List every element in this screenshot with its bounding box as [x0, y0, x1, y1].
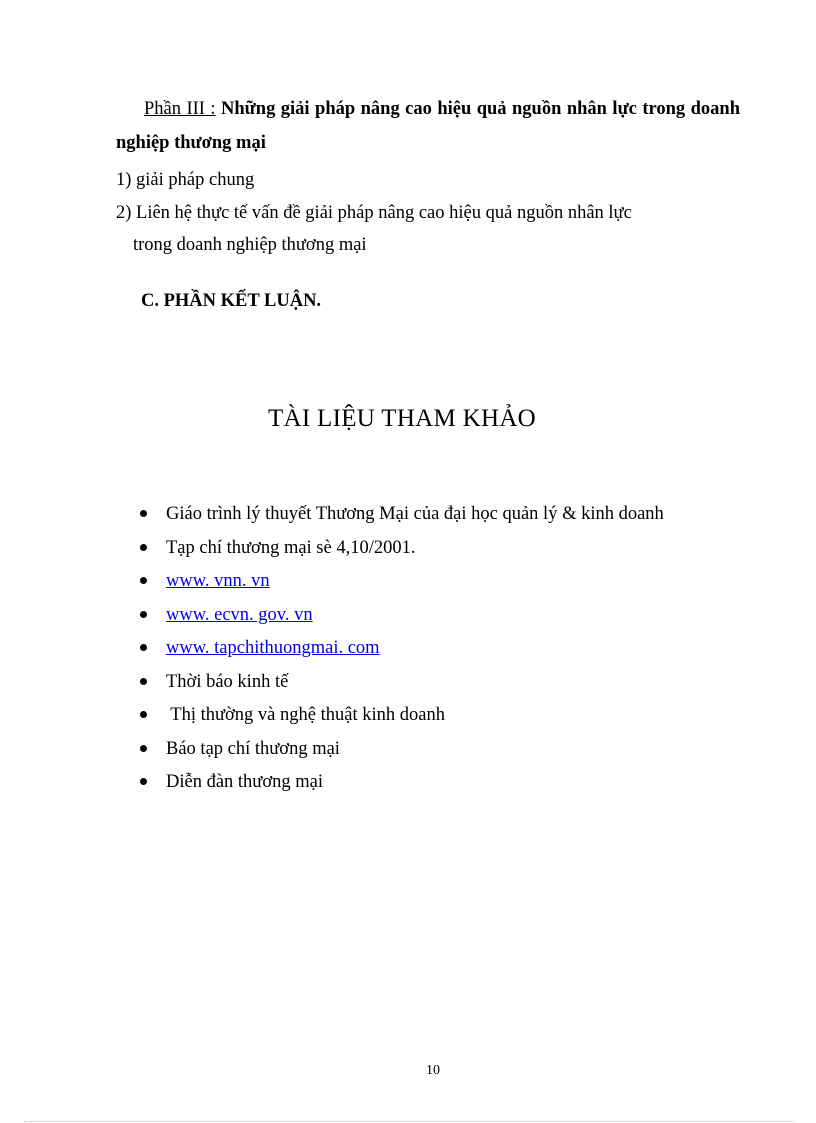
reference-link-vnn[interactable]: www. vnn. vn — [166, 571, 270, 591]
bullet-icon — [140, 711, 147, 718]
part-three-title: Những giải pháp nâng cao hiệu quả nguồn nhân lực trong doanh nghiệp thương mại — [116, 99, 740, 153]
bullet-icon — [140, 577, 147, 584]
reference-text: Tạp chí thương mại sè 4,10/2001. — [166, 537, 416, 558]
outline-item-practical-line2: trong doanh nghiệp thương mại — [133, 235, 367, 255]
reference-text: Thời báo kinh tế — [166, 671, 289, 692]
page-number: 10 — [426, 1063, 440, 1078]
reference-link-tapchithuongmai[interactable]: www. tapchithuongmai. com — [166, 638, 380, 658]
references-title: TÀI LIỆU THAM KHẢO — [267, 405, 537, 432]
reference-text: Thị thường và nghệ thuật kinh doanh — [166, 705, 445, 725]
bullet-icon — [140, 678, 147, 685]
bullet-icon — [140, 745, 147, 752]
part-three-label: Phần III : — [144, 99, 216, 119]
bullet-icon — [140, 544, 147, 551]
page-bottom-border — [24, 1121, 794, 1122]
conclusion-heading: C. PHẦN KẾT LUẬN. — [141, 291, 322, 311]
outline-item-general-solutions: 1) giải pháp chung — [116, 170, 255, 190]
reference-text: Diễn đàn thương mại — [166, 772, 323, 792]
reference-text: Giáo trình lý thuyết Thương Mại của đại học quản lý & kinh doanh — [166, 504, 664, 524]
bullet-icon — [140, 778, 147, 785]
part-three-heading — [116, 92, 740, 160]
reference-text: Báo tạp chí thương mại — [166, 738, 340, 759]
bullet-icon — [140, 611, 147, 618]
bullet-icon — [140, 644, 147, 651]
bullet-icon — [140, 510, 147, 517]
reference-link-ecvn[interactable]: www. ecvn. gov. vn — [166, 604, 313, 625]
outline-item-practical-line1: 2) Liên hệ thực tế vấn đề giải pháp nâng cao hiệu quả nguồn nhân lực — [116, 203, 632, 223]
